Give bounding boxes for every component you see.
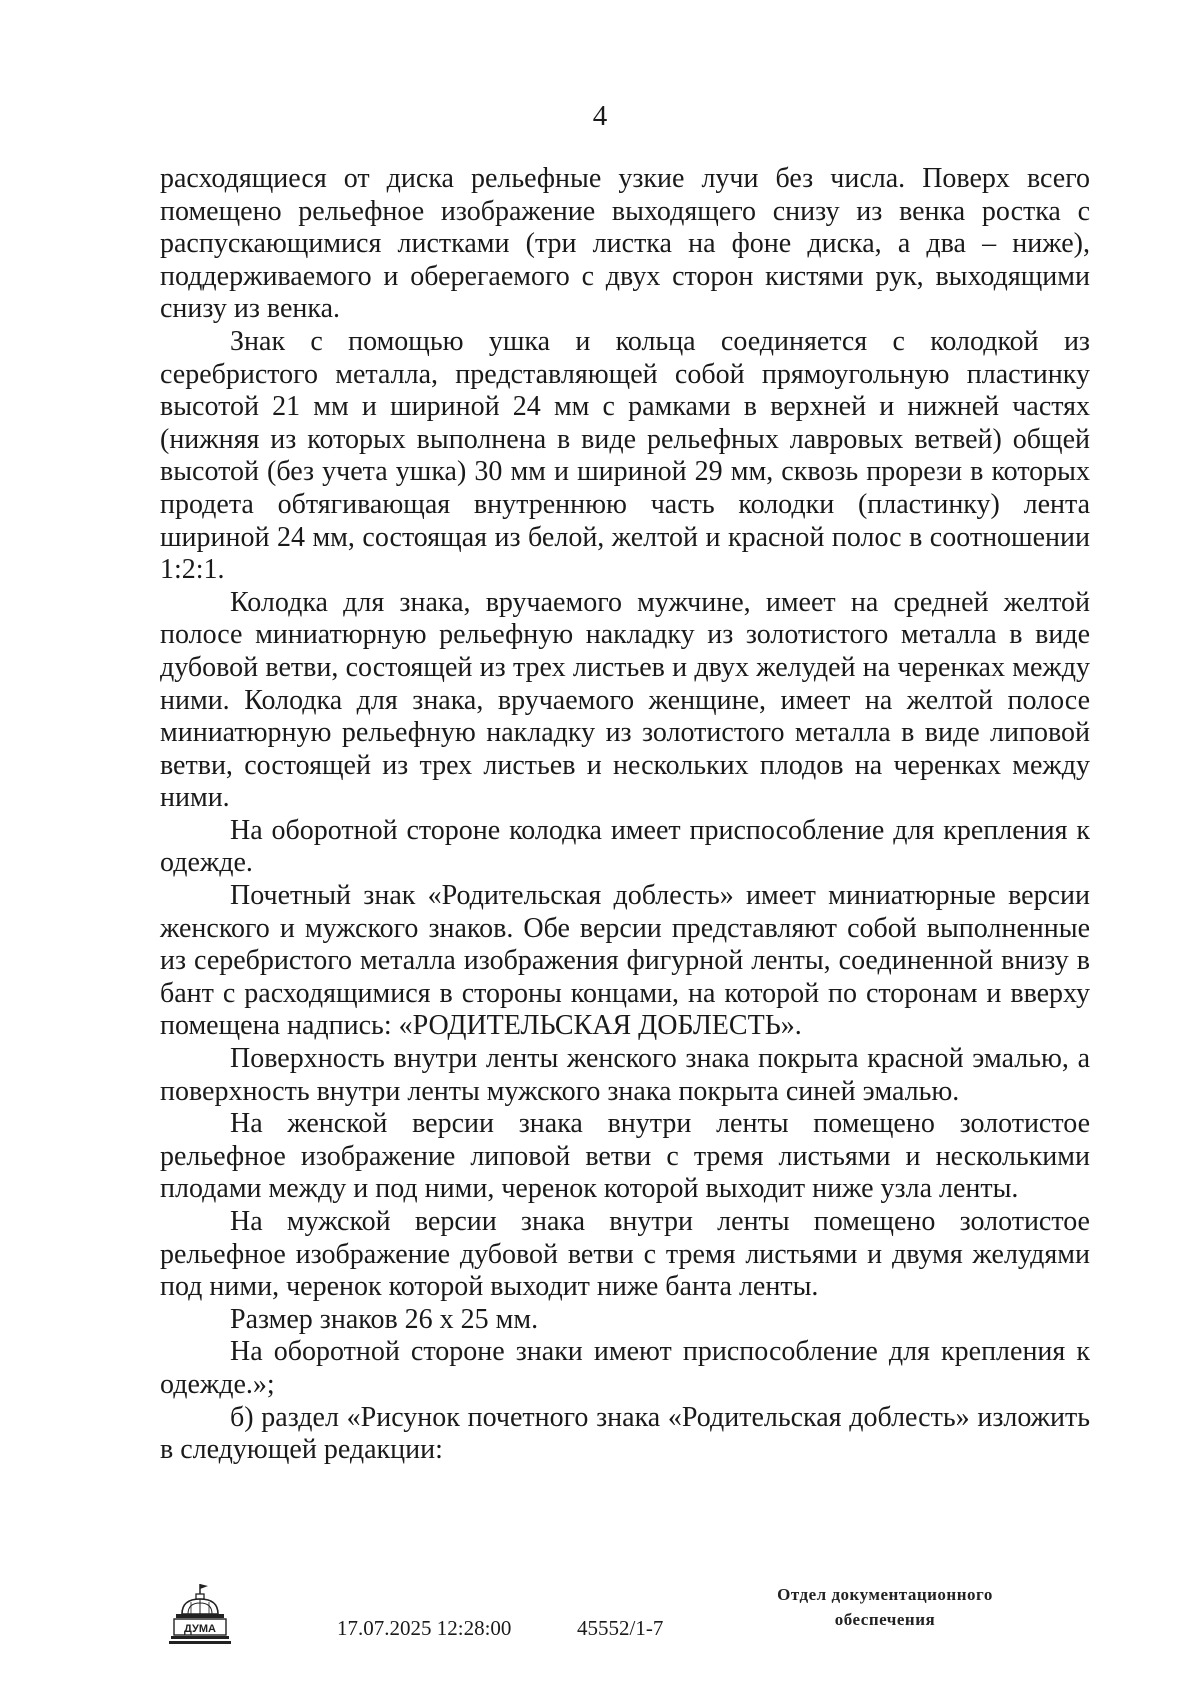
paragraph-section-b: б) раздел «Рисунок почетного знака «Родительская доблесть» изложить в следующей редакции: [160, 1401, 1090, 1466]
paragraph-size: Размер знаков 26 x 25 мм. [230, 1303, 539, 1335]
paragraph-rays-continuation: расходящиеся от диска рельефные узкие лучи без числа. Поверх всего помещено рельефное изображение выходящего снизу из венка ростка с распускающимися листками (три листка на фоне диска, а два – ниже), поддерживаемого и оберегаемого с двух сторон кистями рук, выходящими снизу из венка. [160, 163, 1090, 325]
paragraph-ribbon-block: Знак с помощью ушка и кольца соединяется с колодкой из серебристого металла, представляющей собой прямоугольную пластинку высотой 21 мм и шириной 24 мм с рамками в верхней и нижней частях (нижняя из которых выполнена в виде рельефных лавровых ветвей) общей высотой (без учета ушка) 30 мм и шириной 29 мм, сквозь прорези в которых продета обтягивающая внутреннюю часть колодки (пластинку) лента шириной 24 мм, состоящая из белой, желтой и красной полос в соотношении 1:2:1. [160, 325, 1090, 586]
paragraph-enamel: Поверхность внутри ленты женского знака покрыта красной эмалью, а поверхность внутри ленты мужского знака покрыта синей эмалью. [160, 1043, 1090, 1107]
duma-logo-text: ДУМА [184, 1623, 216, 1635]
department-stamp [735, 1582, 1035, 1632]
paragraph-badge-back: На оборотной стороне знаки имеют приспособление для крепления к одежде.»; [160, 1336, 1090, 1400]
paragraph-male-version: На мужской версии знака внутри ленты помещено золотистое рельефное изображение дубовой ветви с тремя листьями и двумя желудями под ними, черенок которой выходит ниже банта ленты. [160, 1206, 1090, 1303]
paragraph-ribbon-overlays: Колодка для знака, вручаемого мужчине, имеет на средней желтой полосе миниатюрную рельефную накладку из золотистого металла в виде дубовой ветви, состоящей из трех листьев и двух желудей на черенках между ними. Колодка для знака, вручаемого женщине, имеет на желтой полосе миниатюрную рельефную накладку из золотистого металла в виде липовой ветви, состоящей из трех листьев и нескольких плодов на черенках между ними. [160, 586, 1090, 814]
footer-datetime: 17.07.2025 12:28:00 [337, 1616, 512, 1640]
paragraph-miniature-versions: Почетный знак «Родительская доблесть» имеет миниатюрные версии женского и мужского знаков. Обе версии представляют собой выполненные из серебристого металла изображения фигурной ленты, соединенной внизу в бант с расходящимися в стороны концами, на которой по сторонам и вверху помещена надпись: «РОДИТЕЛЬСКАЯ ДОБЛЕСТЬ». [160, 880, 1090, 1042]
document-body [160, 163, 1090, 1467]
stamp-line-2: обеспечения [834, 1610, 936, 1629]
page-number: 4 [592, 100, 608, 132]
stamp-line-1: Отдел документационного [777, 1585, 993, 1604]
paragraph-ribbon-back: На оборотной стороне колодка имеет приспособление для крепления к одежде. [160, 814, 1090, 879]
paragraph-female-version: На женской версии знака внутри ленты помещено золотистое рельефное изображение липовой ветви с тремя листьями и несколькими плодами между и под ними, черенок которой выходит ниже узла ленты. [160, 1108, 1090, 1205]
duma-logo-icon [168, 1582, 232, 1652]
footer-doc-code: 45552/1-7 [577, 1616, 664, 1640]
page-footer [0, 1582, 1200, 1682]
